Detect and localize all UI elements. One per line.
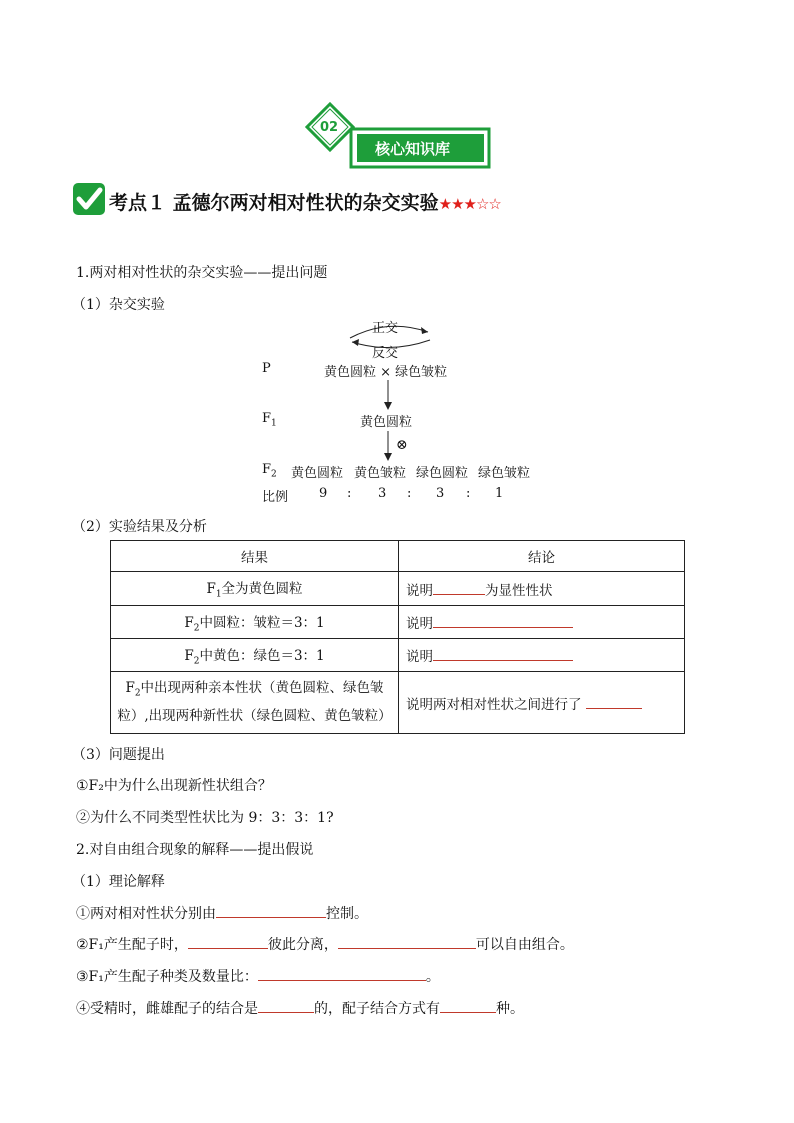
explanation-line-1: ①两对相对性状分别由 控制。	[76, 906, 368, 922]
table-row	[111, 606, 685, 639]
selfing-symbol: ⊗	[396, 437, 408, 453]
ratio-value: 3	[378, 486, 387, 501]
section-badge-graphic	[305, 102, 495, 170]
answer-blank[interactable]	[433, 615, 573, 628]
explanation-line-3: ③F₁产生配子种类及数量比： 。	[76, 969, 440, 985]
answer-blank[interactable]	[338, 936, 476, 949]
sec2-heading: 2.对自由组合现象的解释——提出假说	[76, 842, 314, 858]
stars-empty: ☆☆	[475, 195, 501, 213]
answer-blank[interactable]	[188, 936, 268, 949]
table-row	[111, 639, 685, 672]
conclusion-cell: 说明两对相对性状之间进行了	[399, 672, 685, 734]
answer-blank[interactable]	[586, 696, 642, 709]
f1-text: 黄色圆粒	[360, 415, 413, 430]
f2-item: 绿色皱粒	[478, 466, 531, 481]
question-1: ①F₂中为什么出现新性状组合？	[76, 778, 272, 794]
sec2-sub1: （1）理论解释	[72, 874, 165, 890]
result-cell: $F_2$中黄色：绿色＝3：1	[111, 639, 399, 672]
ratio-sep: :	[347, 486, 352, 501]
conclusion-cell: 说明	[399, 606, 685, 639]
zhengjiao-label: 正交	[372, 321, 399, 336]
explanation-line-2: ②F₁产生配子时， 彼此分离， 可以自由组合。	[76, 937, 574, 953]
arrow-p-to-f1	[382, 380, 394, 410]
table-header-cell: 结果	[111, 541, 399, 572]
sec1-sub3: （3）问题提出	[72, 747, 165, 763]
table-header-cell: 结论	[399, 541, 685, 572]
answer-blank[interactable]	[433, 582, 485, 595]
kaodian-heading	[109, 188, 501, 215]
stars-filled: ★★★	[438, 195, 476, 213]
f2-item: 黄色皱粒	[354, 466, 407, 481]
answer-blank[interactable]	[258, 1000, 314, 1013]
p-label: P	[262, 361, 271, 376]
section-number: 02	[320, 120, 339, 135]
answer-blank[interactable]	[216, 905, 326, 918]
sec1-sub2: （2）实验结果及分析	[72, 519, 207, 535]
result-cell: $F_2$中圆粒：皱粒＝3：1	[111, 606, 399, 639]
ratio-sep: :	[407, 486, 412, 501]
ratio-sep: :	[466, 486, 471, 501]
question-2: ②为什么不同类型性状比为 9：3：3：1?	[76, 810, 334, 826]
check-icon	[72, 182, 106, 216]
sec1-heading: 1.两对相对性状的杂交实验——提出问题	[76, 265, 328, 281]
section-title: 核心知识库	[375, 140, 451, 158]
kaodian-title: 考点１ 孟德尔两对相对性状的杂交实验	[109, 192, 439, 214]
section-badge	[305, 102, 495, 170]
ratio-value: 1	[495, 486, 504, 501]
p-text: 黄色圆粒 × 绿色皱粒	[324, 365, 448, 380]
sec1-sub1: （1）杂交实验	[72, 297, 165, 313]
f2-item: 绿色圆粒	[416, 466, 469, 481]
f2-label: $F_2$	[262, 462, 277, 480]
fanjiao-label: 反交	[372, 346, 399, 361]
f1-label: $F_1$	[262, 411, 277, 429]
result-cell: $F_1$全为黄色圆粒	[111, 572, 399, 606]
table-row	[111, 572, 685, 606]
ratio-value: 3	[436, 486, 445, 501]
conclusion-cell: 说明	[399, 639, 685, 672]
arrow-f1-to-f2	[382, 431, 394, 461]
conclusion-cell: 说明 为显性性状	[399, 572, 685, 606]
answer-blank[interactable]	[440, 1000, 496, 1013]
table-row	[111, 672, 685, 734]
answer-blank[interactable]	[258, 968, 426, 981]
explanation-line-4: ④受精时，雌雄配子的结合是 的，配子结合方式有 种。	[76, 1001, 524, 1017]
result-cell: $F_2$中出现两种亲本性状（黄色圆粒、绿色皱粒）,出现两种新性状（绿色圆粒、黄色皱粒）	[111, 672, 399, 734]
answer-blank[interactable]	[433, 648, 573, 661]
f2-item: 黄色圆粒	[291, 466, 344, 481]
ratio-label: 比例	[262, 490, 289, 505]
results-table	[110, 540, 685, 734]
ratio-value: 9	[319, 486, 328, 501]
table-header-row	[111, 541, 685, 572]
